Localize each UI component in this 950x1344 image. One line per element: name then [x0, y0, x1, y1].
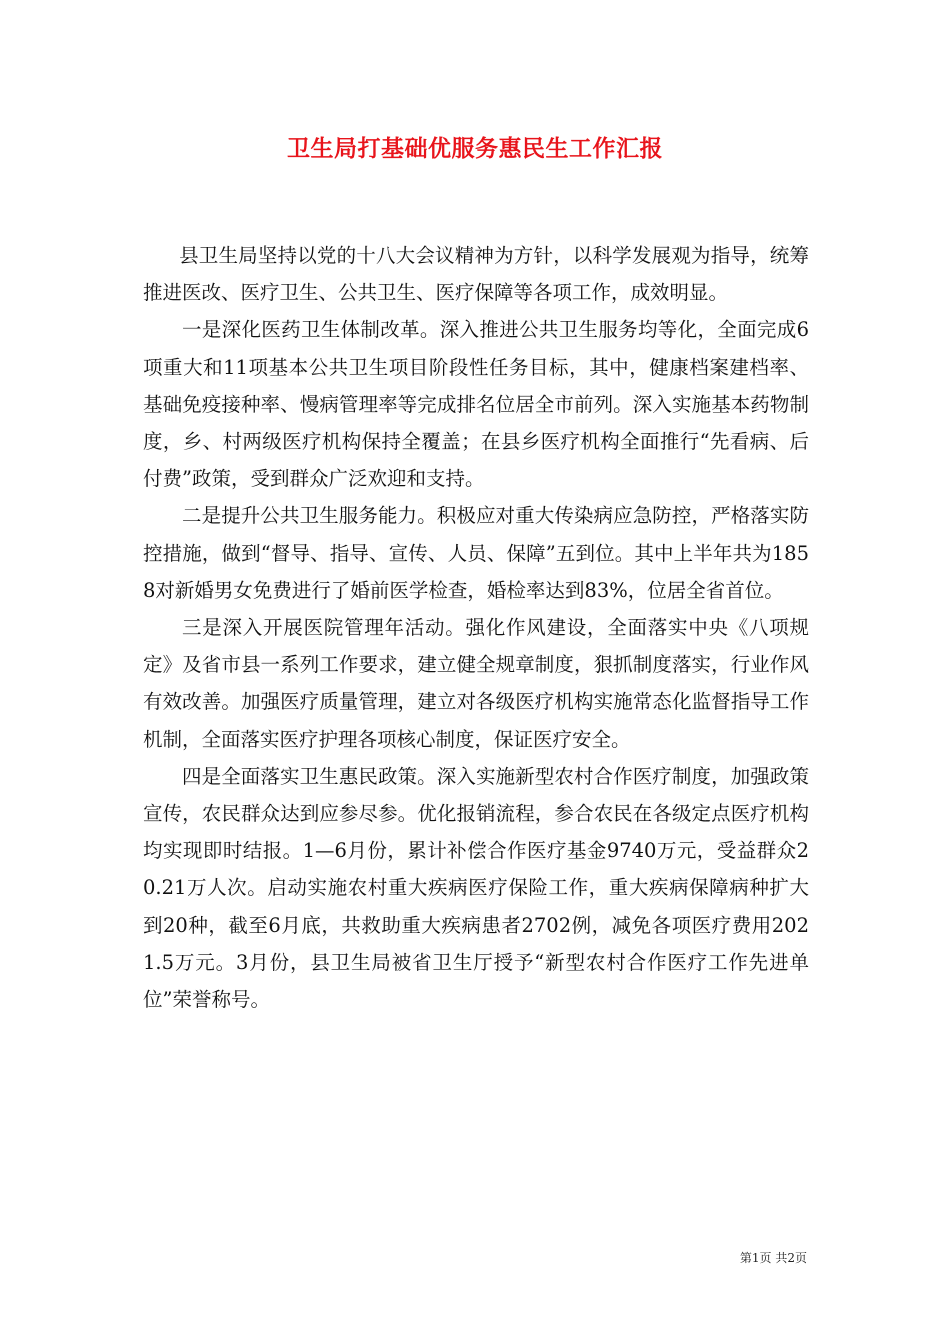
- paragraph-intro: 县卫生局坚持以党的十八大会议精神为方针，以科学发展观为指导，统筹推进医改、医疗卫生、公共卫生、医疗保障等各项工作，成效明显。: [143, 244, 809, 305]
- paragraph-hospital-management: 三是深入开展医院管理年活动。强化作风建设，全面落实中央《八项规定》及省市县一系列工作要求，建立健全规章制度，狠抓制度落实，行业作风有效改善。加强医疗质量管理，建立对各级医疗机构实施常态化监督指导工作机制，全面落实医疗护理各项核心制度，保证医疗安全。: [143, 616, 809, 751]
- paragraph-reform: 一是深化医药卫生体制改革。深入推进公共卫生服务均等化，全面完成6项重大和11项基本公共卫生项目阶段性任务目标，其中，健康档案建档率、基础免疫接种率、慢病管理率等完成排名位居全市前列。深入实施基本药物制度，乡、村两级医疗机构保持全覆盖；在县乡医疗机构全面推行“先看病、后付费”政策，受到群众广泛欢迎和支持。: [143, 318, 809, 491]
- page-number: 第1页 共2页: [739, 1251, 807, 1265]
- paragraph-benefit-policy: 四是全面落实卫生惠民政策。深入实施新型农村合作医疗制度，加强政策宣传，农民群众达到应参尽参。优化报销流程，参合农民在各级定点医疗机构均实现即时结报。1—6月份，累计补偿合作医疗基金9740万元，受益群众20.21万人次。启动实施农村重大疾病医疗保险工作，重大疾病保障病种扩大到20种，截至6月底，共救助重大疾病患者2702例，减免各项医疗费用2021.5万元。3月份，县卫生局被省卫生厅授予“新型农村合作医疗工作先进单位”荣誉称号。: [143, 764, 809, 1012]
- document-title: 卫生局打基础优服务惠民生工作汇报: [287, 135, 663, 162]
- document-body: [143, 237, 809, 1018]
- paragraph-public-health: 二是提升公共卫生服务能力。积极应对重大传染病应急防控，严格落实防控措施，做到“督导、指导、宣传、人员、保障”五到位。其中上半年共为1858对新婚男女免费进行了婚前医学检查，婚检率达到83%，位居全省首位。: [143, 504, 809, 602]
